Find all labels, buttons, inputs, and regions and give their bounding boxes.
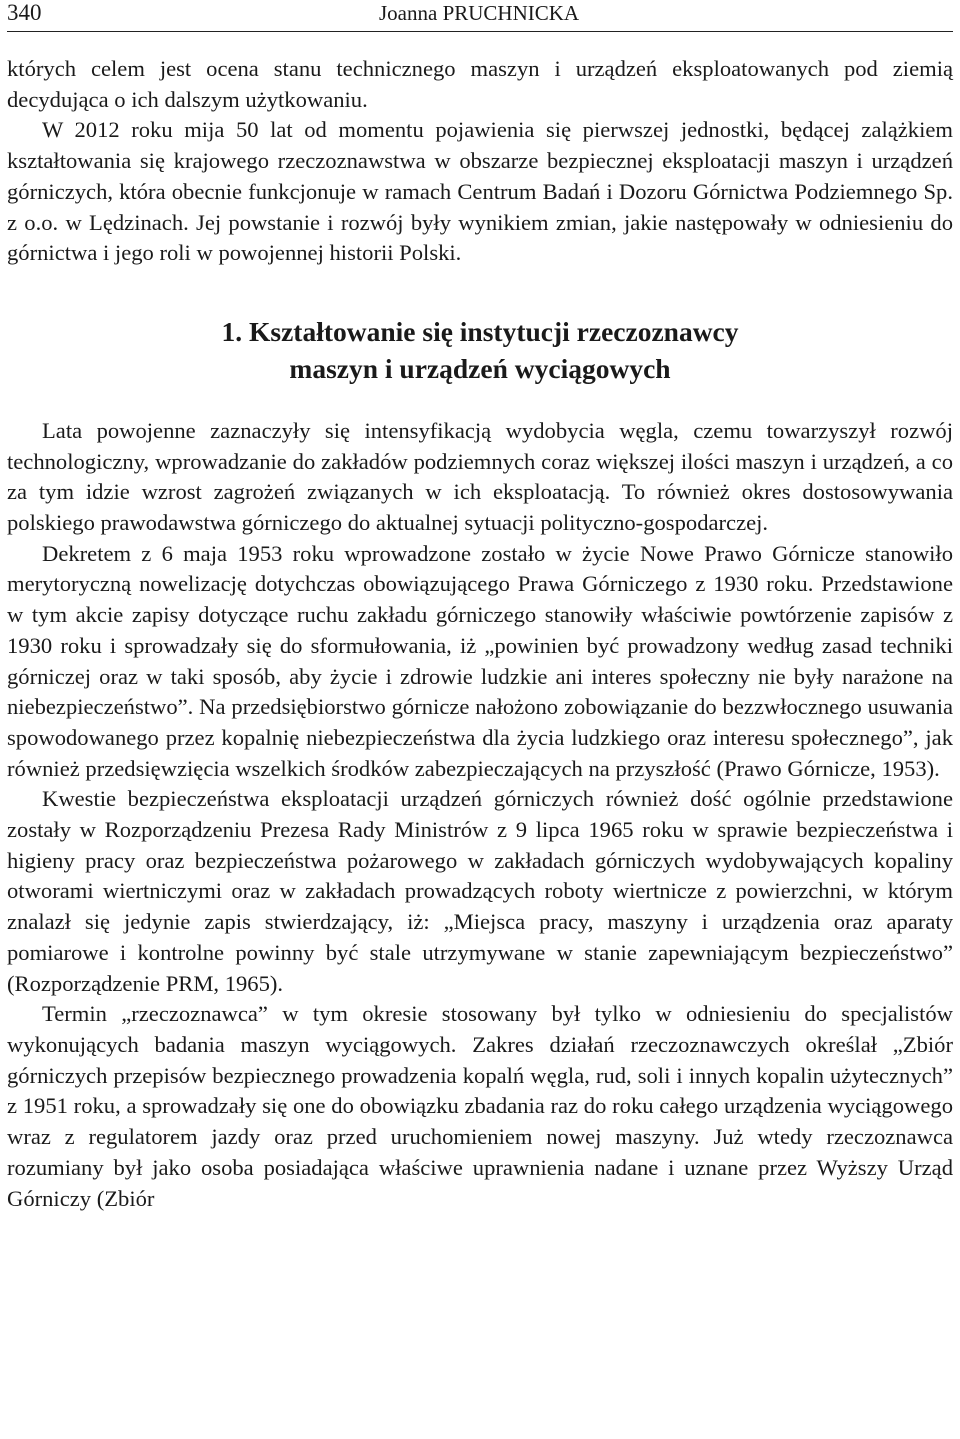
section-heading-line: 1. Kształtowanie się instytucji rzeczoznawcy xyxy=(221,315,739,347)
paragraph: Lata powojenne zaznaczyły się intensyfikacją wydobycia węgla, czemu towarzyszył rozwój technologiczny, wprowadzanie do zakładów podziemnych coraz większej ilości maszyn i urządzeń, a co za tym idzie wzrost zagrożeń związanych w ich eksploatacją. To również okres dostosowywania polskiego prawodawstwa górniczego do aktualnej sytuacji polityczno-gospodarczej. xyxy=(7,417,953,536)
paragraph: W 2012 roku mija 50 lat od momentu pojawienia się pierwszej jednostki, będącej zalążkiem kształtowania się krajowego rzeczoznawstwa w obszarze bezpiecznej eksploatacji maszyn i urządzeń górniczych, która obecnie funkcjonuje w ramach Centrum Badań i Dozoru Górnictwa Podziemnego Sp. z o.o. w Lędzinach. Jej powstanie i rozwój były wynikiem zmian, jakie następowały w odniesieniu do górnictwa i jego roli w powojennej historii Polski. xyxy=(7,117,953,266)
paragraph: Termin „rzeczoznawca” w tym okresie stosowany był tylko w odniesieniu do specjalistów wykonujących badania maszyn wyciągowych. Zakres działań rzeczoznawczych określał „Zbiór górniczych przepisów bezpiecznego prowadzenia kopalń węgla, rud, soli i innych kopalin użytecznych” z 1951 roku, a sprowadzały się one do obowiązku zbadania raz do roku całego urządzenia wyciągowego wraz z regulatorem jazdy oraz przed uruchomieniem nowej maszyny. Już wtedy rzeczoznawca rozumiany był jako osoba posiadająca właściwe uprawnienia nadane i uznane przez Wyższy Urząd Górniczy (Zbiór xyxy=(7,1001,953,1211)
body-text xyxy=(7,54,953,1214)
page-number: 340 xyxy=(7,0,42,25)
running-head-author: Joanna PRUCHNICKA xyxy=(379,1,580,25)
running-head xyxy=(7,0,953,32)
paragraph: których celem jest ocena stanu technicznego maszyn i urządzeń eksploatowanych pod ziemią decydująca o ich dalszym użytkowaniu. xyxy=(7,56,953,112)
paragraph: Dekretem z 6 maja 1953 roku wprowadzone zostało w życie Nowe Prawo Górnicze stanowiło merytoryczną nowelizację dotychczas obowiązującego Prawa Górniczego z 1930 roku. Przedstawione w tym akcie zapisy dotyczące ruchu zakładu górniczego stanowiły właściwie powtórzenie zapisów z 1930 roku i sprowadzały się do sformułowania, iż „powinien być prowadzony według zasad techniki górniczej oraz w taki sposób, aby życie i zdrowie ludzkie ani interes społeczny nie były narażone na niebezpieczeństwo”. Na przedsiębiorstwo górnicze nałożono zobowiązanie do bezzwłocznego usuwania spowodowanego przez kopalnię niebezpieczeństwa dla życia ludzkiego oraz interesu społecznego”, jak również przedsięwzięcia wszelkich środków zabezpieczających na przyszłość (Prawo Górnicze, 1953). xyxy=(7,540,953,781)
paragraph: Kwestie bezpieczeństwa eksploatacji urządzeń górniczych również dość ogólnie przedstawione zostały w Rozporządzeniu Prezesa Rady Ministrów z 9 lipca 1965 roku w sprawie bezpieczeństwa i higieny pracy oraz bezpieczeństwa pożarowego w zakładach górniczych wydobywających kopaliny otworami wiertniczymi oraz w zakładach prowadzących roboty wiertnicze z powierzchni, w którym znalazł się jedynie zapis stwierdzający, iż: „Miejsca pracy, maszyny i urządzenia oraz aparaty pomiarowe i kontrolne powinny być stale utrzymywane w stanie zapewniającym bezpieczeństwo” (Rozporządzenie PRM, 1965). xyxy=(7,786,953,996)
section-heading xyxy=(7,313,953,387)
section-heading-line: maszyn i urządzeń wyciągowych xyxy=(289,352,671,384)
